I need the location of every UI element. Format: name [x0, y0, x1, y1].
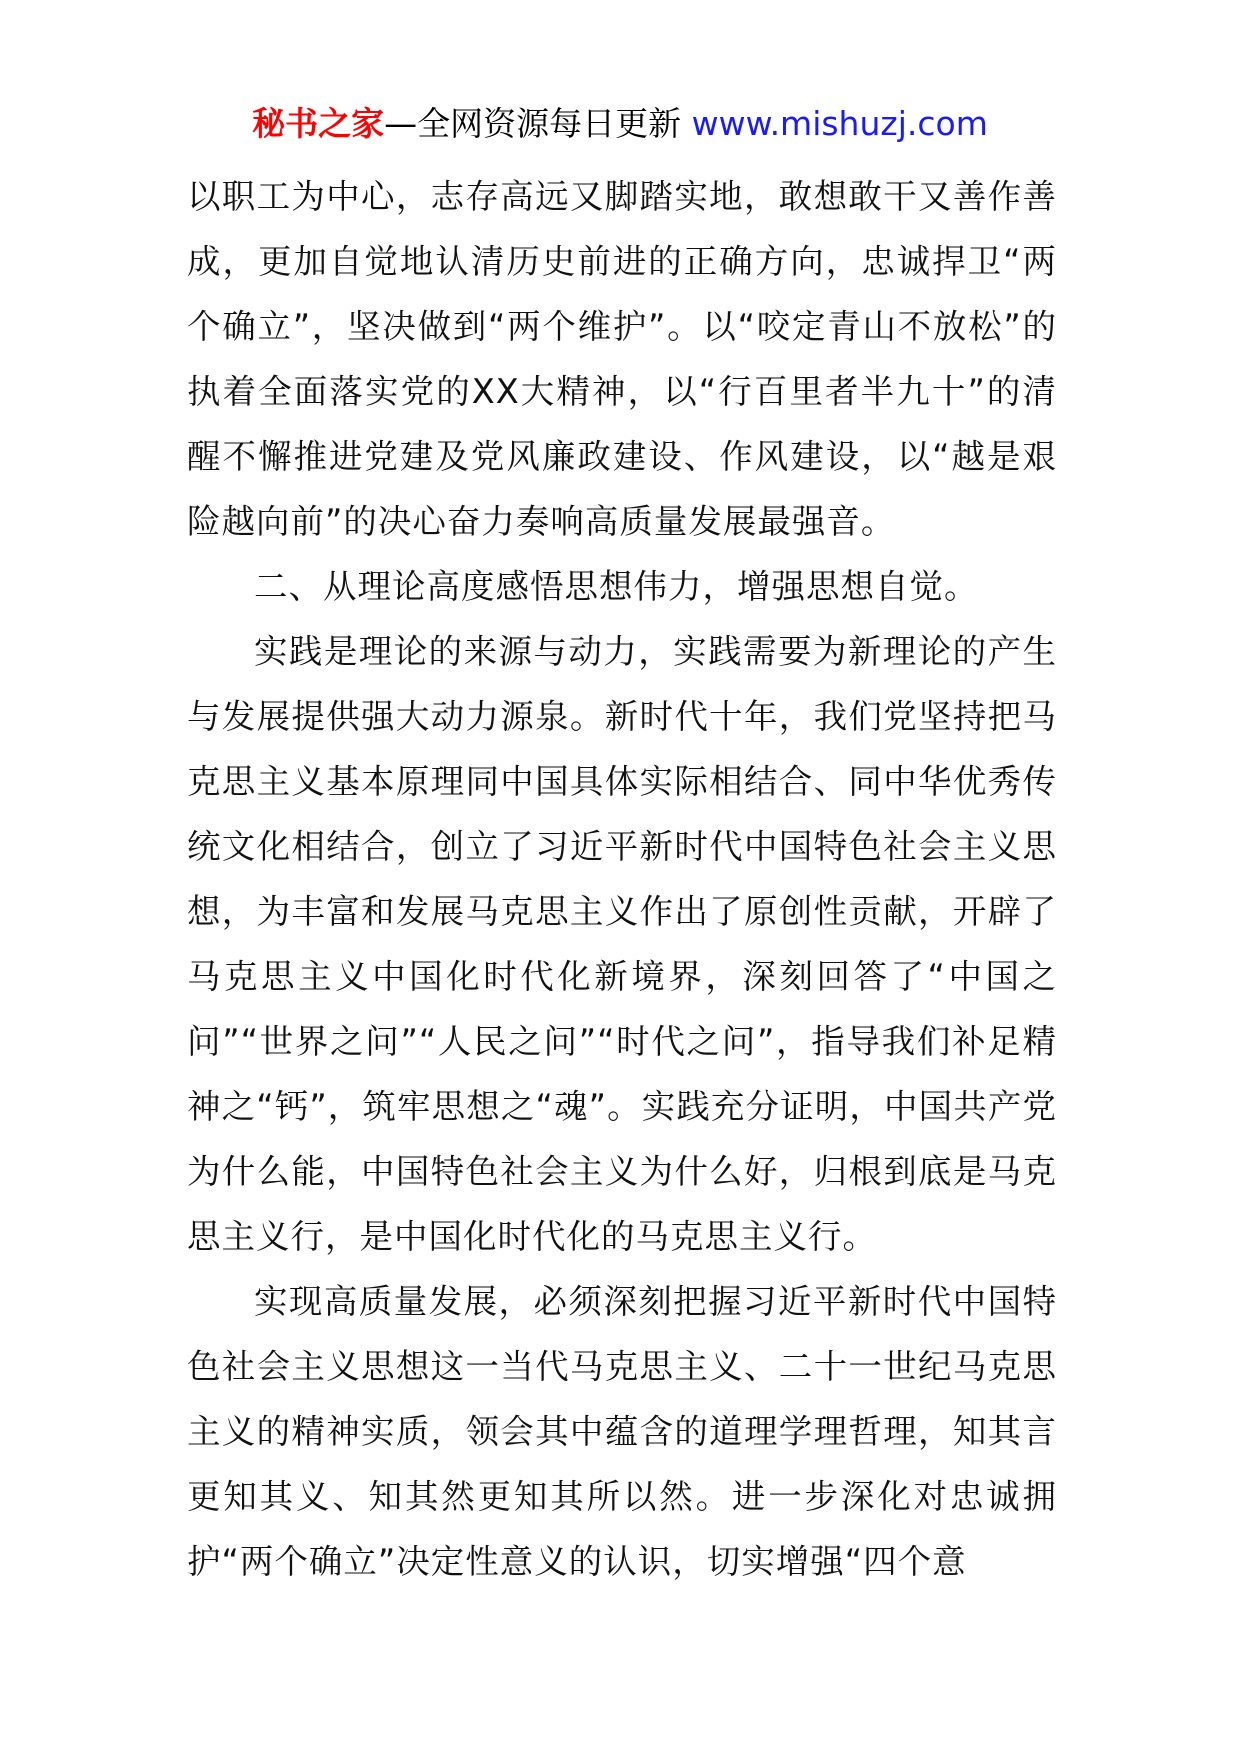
paragraph-high-quality-development: 实现高质量发展，必须深刻把握习近平新时代中国特色社会主义思想这一当代马克思主义、二十一世纪马克思主义的精神实质，领会其中蕴含的道理学理哲理，知其言更知其义、知其然更知其所以然。进一步深化对忠诚拥护“两个确立”决定性意义的认识，切实增强“四个意 [187, 1282, 1057, 1581]
document-body [187, 164, 1057, 1594]
site-url-link[interactable]: www.mishuzj.com [691, 104, 988, 143]
section-heading-2: 二、从理论高度感悟思想伟力，增强思想自觉。 [254, 567, 979, 606]
site-brand: 秘书之家 [252, 104, 385, 143]
paragraph-continuation: 以职工为中心，志存高远又脚踏实地，敢想敢干又善作善成，更加自觉地认清历史前进的正确方向，忠诚捍卫“两个确立”，坚决做到“两个维护”。以“咬定青山不放松”的执着全面落实党的XX大精神，以“行百里者半九十”的清醒不懈推进党建及党风廉政建设、作风建设，以“越是艰险越向前”的决心奋力奏响高质量发展最强音。 [187, 177, 1057, 541]
site-slogan: —全网资源每日更新 [384, 104, 692, 143]
paragraph-practice-theory: 实践是理论的来源与动力，实践需要为新理论的产生与发展提供强大动力源泉。新时代十年，我们党坚持把马克思主义基本原理同中国具体实际相结合、同中华优秀传统文化相结合，创立了习近平新时代中国特色社会主义思想，为丰富和发展马克思主义作出了原创性贡献，开辟了马克思主义中国化时代化新境界，深刻回答了“中国之问”“世界之问”“人民之问”“时代之问”，指导我们补足精神之“钙”，筑牢思想之“魂”。实践充分证明，中国共产党为什么能，中国特色社会主义为什么好，归根到底是马克思主义行，是中国化时代化的马克思主义行。 [187, 632, 1057, 1256]
site-header [0, 100, 1240, 148]
